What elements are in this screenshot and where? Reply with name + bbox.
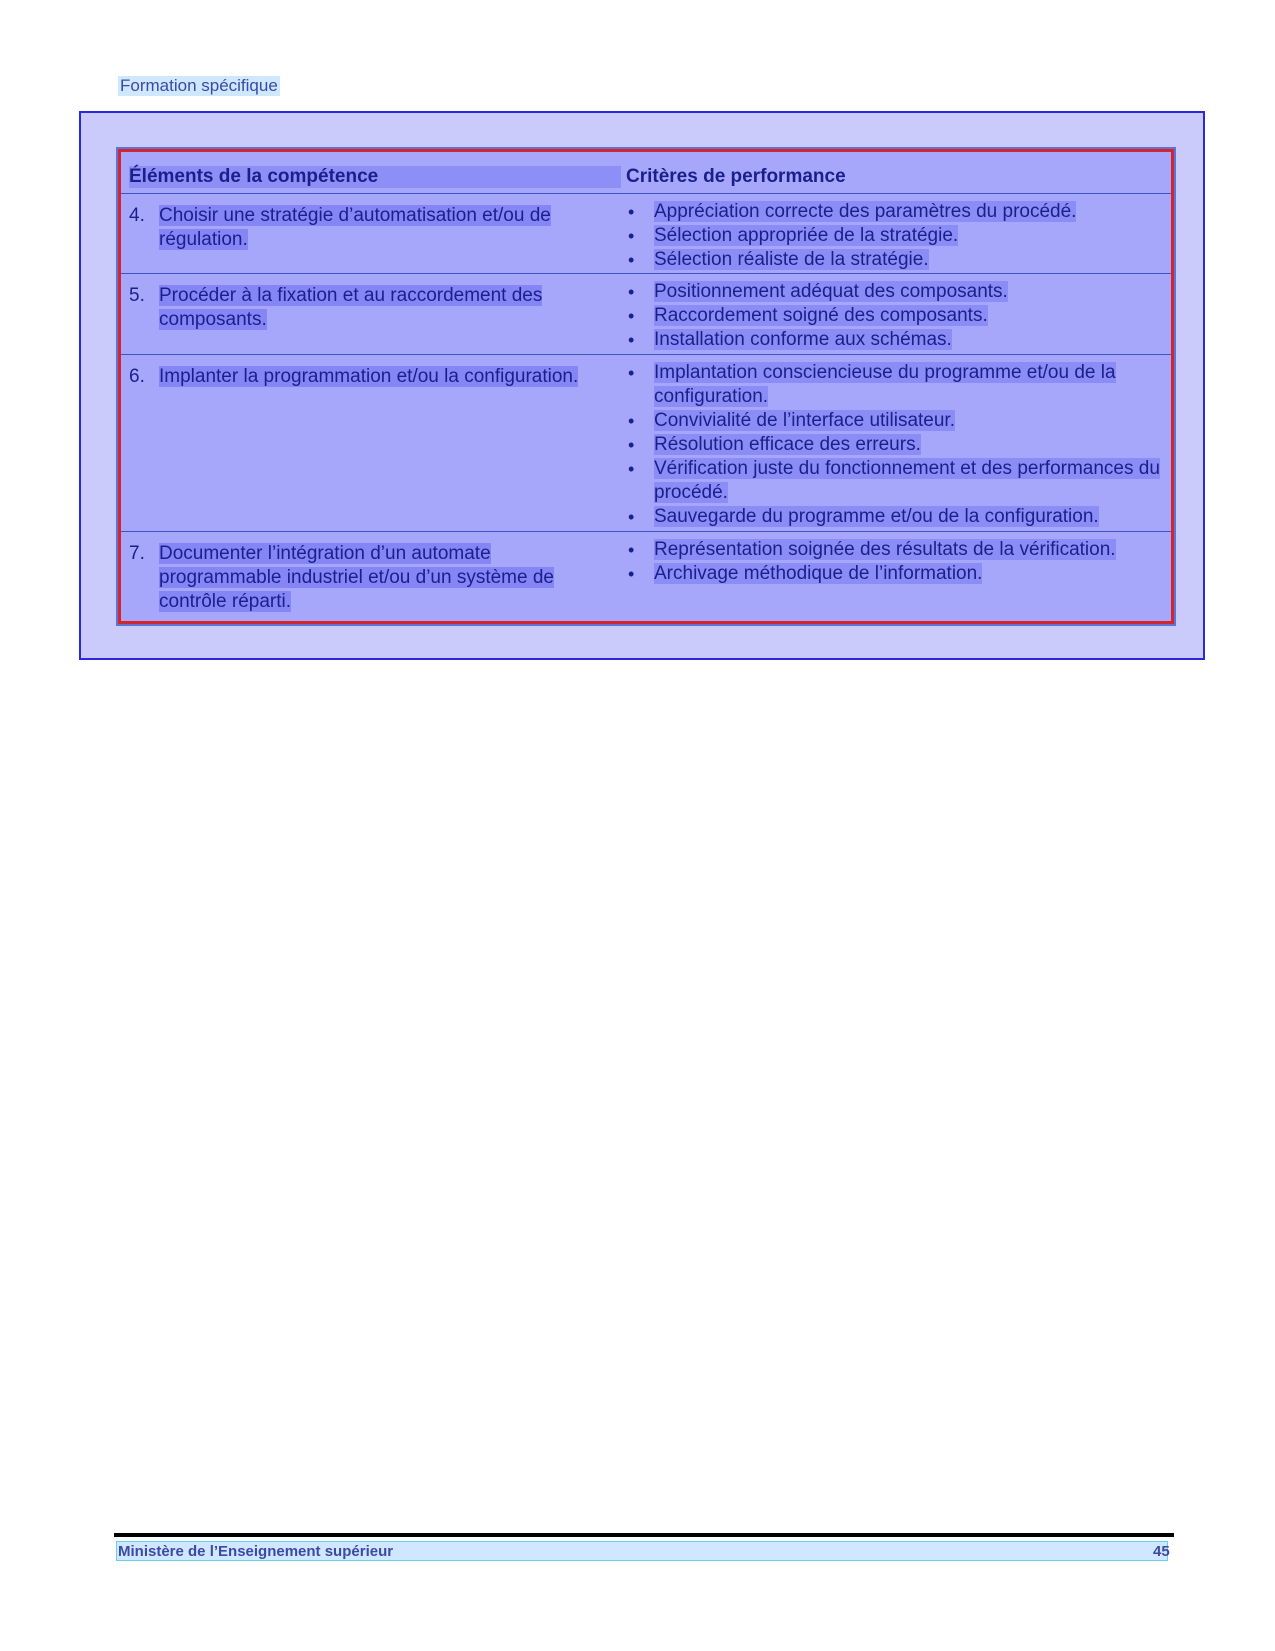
list-item: • Implantation consciencieuse du programme et/ou de la configuration. (628, 362, 1116, 407)
criteria-list (626, 200, 1171, 272)
list-item: • Représentation soignée des résultats de la vérification. (628, 539, 1116, 560)
bullet-icon: • (628, 282, 635, 302)
element-text: Procéder à la fixation et au raccordement des composants. (159, 285, 543, 330)
element-text: Documenter l’intégration d’un automate programmable industriel et/ou d’un système de contrôle réparti. (159, 543, 554, 612)
list-item: • Convivialité de l’interface utilisateur. (628, 410, 955, 431)
page-number: 45 (1153, 1543, 1170, 1560)
bullet-icon: • (628, 330, 635, 350)
list-item: • Appréciation correcte des paramètres du procédé. (628, 201, 1077, 222)
bullet-icon: • (628, 564, 635, 584)
table-row (121, 532, 1171, 621)
element-number: 4. (129, 205, 145, 226)
bullet-icon: • (628, 250, 635, 270)
footer-divider (114, 1533, 1174, 1537)
list-item: • Sélection réaliste de la stratégie. (628, 249, 929, 270)
list-item: • Résolution efficace des erreurs. (628, 434, 921, 455)
table-row (121, 274, 1171, 355)
table-row (121, 194, 1171, 274)
list-item: • Sélection appropriée de la stratégie. (628, 225, 959, 246)
bullet-icon: • (628, 411, 635, 431)
criteria-list (626, 361, 1171, 529)
list-item: • Positionnement adéquat des composants. (628, 281, 1008, 302)
element-number: 5. (129, 285, 145, 306)
list-item: • Sauvegarde du programme et/ou de la configuration. (628, 506, 1099, 527)
criteria-list (626, 538, 1171, 586)
competence-table (118, 149, 1174, 624)
bullet-icon: • (628, 306, 635, 326)
table-header-row (121, 152, 1171, 194)
bullet-icon: • (628, 507, 635, 527)
element-text: Implanter la programmation et/ou la configuration. (159, 366, 579, 387)
column-header-criteria: Critères de performance (626, 166, 846, 187)
list-item: • Raccordement soigné des composants. (628, 305, 988, 326)
list-item: • Archivage méthodique de l’information. (628, 563, 983, 584)
bullet-icon: • (628, 459, 635, 479)
element-number: 6. (129, 366, 145, 387)
element-number: 7. (129, 543, 145, 564)
section-title: Formation spécifique (120, 76, 278, 95)
bullet-icon: • (628, 435, 635, 455)
list-item: • Installation conforme aux schémas. (628, 329, 952, 350)
criteria-list (626, 280, 1171, 352)
list-item: • Vérification juste du fonctionnement et des performances du procédé. (628, 458, 1160, 503)
column-header-elements: Éléments de la compétence (129, 166, 621, 188)
table-row (121, 355, 1171, 532)
bullet-icon: • (628, 540, 635, 560)
bullet-icon: • (628, 226, 635, 246)
footer-ministry: Ministère de l’Enseignement supérieur (118, 1543, 394, 1560)
element-text: Choisir une stratégie d’automatisation et/ou de régulation. (159, 205, 551, 250)
bullet-icon: • (628, 202, 635, 222)
bullet-icon: • (628, 363, 635, 383)
